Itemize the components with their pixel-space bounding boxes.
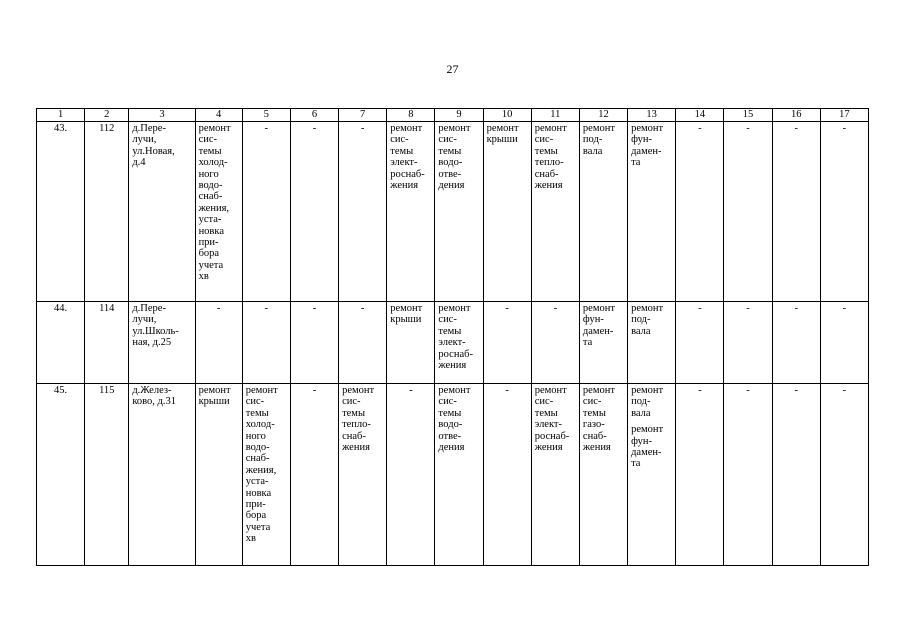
- cell-line: ремонт: [245, 385, 278, 396]
- cell-line: жения,: [198, 202, 230, 214]
- address-cell: [129, 302, 195, 384]
- empty-cell: -: [242, 122, 290, 302]
- repair-cell: [628, 122, 676, 302]
- cell-line: вала: [631, 407, 651, 419]
- cell-line: под-: [631, 396, 651, 408]
- empty-cell: -: [724, 384, 772, 566]
- empty-cell: -: [483, 302, 531, 384]
- cell-line: лучи,: [132, 134, 157, 146]
- empty-cell: -: [531, 302, 579, 384]
- empty-cell: -: [290, 302, 338, 384]
- column-number-10: 10: [483, 109, 531, 122]
- cell-line: дения: [438, 180, 465, 192]
- cell-line: элект-: [438, 337, 466, 349]
- empty-cell: -: [242, 302, 290, 384]
- cell-line: новка: [245, 487, 272, 499]
- empty-cell: -: [290, 122, 338, 302]
- cell-line: ремонт: [582, 303, 615, 314]
- column-number-15: 15: [724, 109, 772, 122]
- cell-line: ремонт: [342, 385, 375, 396]
- cell-line: темы: [438, 325, 462, 337]
- column-number-3: 3: [129, 109, 195, 122]
- cell-line: дения: [438, 442, 465, 454]
- cell-line: сис-: [342, 396, 361, 408]
- cell-line: крыши: [198, 396, 230, 408]
- repair-cell: [195, 122, 242, 302]
- cell-line: учета: [245, 521, 271, 533]
- cell-line: сис-: [582, 396, 602, 408]
- table-row: [37, 122, 869, 302]
- cell-line: ремонт: [534, 385, 567, 396]
- empty-cell: -: [724, 302, 772, 384]
- column-number-13: 13: [628, 109, 676, 122]
- cell-line: фун-: [582, 314, 604, 326]
- cell-line: учета: [198, 259, 224, 271]
- cell-line: ул.Новая,: [132, 145, 175, 157]
- cell-line: ремонт: [631, 385, 664, 396]
- address-cell: [129, 384, 195, 566]
- cell-line: вала: [582, 145, 603, 157]
- repair-cell: [435, 384, 483, 566]
- repair-cell: [531, 384, 579, 566]
- column-number-11: 11: [531, 109, 579, 122]
- cell-line: ул.Школь-: [132, 325, 179, 337]
- cell-line: ремонт: [438, 123, 471, 134]
- cell-line: крыши: [486, 134, 518, 146]
- cell-line: элект-: [390, 157, 418, 169]
- cell-line: темы: [534, 407, 558, 419]
- cell-line: ремонт: [390, 303, 423, 314]
- cell-line: сис-: [245, 396, 265, 408]
- house-id: 115: [85, 384, 129, 566]
- cell-line: темы: [390, 145, 414, 157]
- repair-cell: [435, 302, 483, 384]
- cell-line: темы: [438, 407, 462, 419]
- cell-line: сис-: [438, 396, 457, 408]
- cell-line: ного: [198, 168, 219, 180]
- repair-cell: [483, 122, 531, 302]
- repair-cell: [387, 302, 435, 384]
- column-number-17: 17: [820, 109, 868, 122]
- repair-cell: [579, 302, 627, 384]
- cell-line: ремонт: [582, 123, 615, 134]
- cell-line: ремонт: [631, 303, 664, 314]
- empty-cell: -: [820, 122, 868, 302]
- cell-line: под-: [582, 134, 603, 146]
- cell-line: снаб-: [245, 453, 270, 465]
- cell-line: водо-: [438, 419, 463, 431]
- cell-line: роснаб-: [534, 430, 570, 442]
- cell-line: жения: [534, 180, 563, 192]
- cell-line: д.4: [132, 157, 146, 169]
- repair-cell: [435, 122, 483, 302]
- cell-line: уста-: [245, 476, 269, 488]
- cell-line: ремонт: [486, 123, 519, 134]
- cell-line: водо-: [198, 180, 223, 192]
- empty-cell: -: [772, 302, 820, 384]
- address-cell: [129, 122, 195, 302]
- cell-line: роснаб-: [390, 168, 425, 180]
- empty-cell: -: [339, 122, 387, 302]
- column-number-row: [37, 109, 869, 122]
- column-number-16: 16: [772, 109, 820, 122]
- empty-cell: -: [339, 302, 387, 384]
- cell-line: темы: [245, 407, 269, 419]
- cell-line: бора: [198, 248, 220, 260]
- cell-line: снаб-: [534, 168, 559, 180]
- cell-line: жения: [438, 360, 467, 372]
- cell-line: при-: [198, 237, 219, 249]
- cell-line: темы: [198, 145, 222, 157]
- column-number-9: 9: [435, 109, 483, 122]
- cell-line: темы: [582, 407, 606, 419]
- empty-cell: -: [290, 384, 338, 566]
- cell-line: та: [631, 458, 641, 470]
- house-id: 112: [85, 122, 129, 302]
- empty-cell: -: [676, 302, 724, 384]
- column-number-7: 7: [339, 109, 387, 122]
- cell-line: холод-: [198, 157, 228, 169]
- column-number-5: 5: [242, 109, 290, 122]
- cell-line: та: [631, 157, 641, 169]
- cell-line: отве-: [438, 168, 462, 180]
- cell-line: фун-: [631, 435, 653, 447]
- repair-cell: [579, 384, 627, 566]
- cell-line: темы: [342, 407, 366, 419]
- house-id: 114: [85, 302, 129, 384]
- empty-cell: -: [195, 302, 242, 384]
- cell-line: роснаб-: [438, 348, 473, 360]
- cell-line: сис-: [534, 134, 554, 146]
- cell-line: уста-: [198, 214, 222, 226]
- cell-line: жения: [582, 442, 611, 454]
- cell-line: ремонт: [198, 385, 231, 396]
- cell-line: ремонт: [631, 424, 664, 436]
- cell-line: сис-: [438, 314, 457, 326]
- repair-cell: [387, 122, 435, 302]
- cell-line: сис-: [438, 134, 457, 146]
- empty-cell: -: [820, 302, 868, 384]
- cell-line: при-: [245, 499, 266, 511]
- cell-line: тепло-: [534, 157, 564, 169]
- repair-cell: [195, 384, 242, 566]
- cell-line: жения: [342, 442, 370, 454]
- cell-line: жения,: [245, 464, 277, 476]
- row-number: 45.: [37, 384, 85, 566]
- empty-cell: -: [483, 384, 531, 566]
- cell-line: новка: [198, 225, 224, 237]
- empty-cell: -: [820, 384, 868, 566]
- cell-line: водо-: [245, 442, 270, 454]
- cell-line: ремонт: [438, 385, 471, 396]
- cell-line: д.Пере-: [132, 123, 166, 134]
- cell-line: тепло-: [342, 419, 371, 431]
- cell-line: газо-: [582, 419, 605, 431]
- empty-cell: -: [772, 384, 820, 566]
- cell-line: снаб-: [342, 430, 366, 442]
- column-number-6: 6: [290, 109, 338, 122]
- cell-line: сис-: [198, 134, 217, 146]
- column-number-12: 12: [579, 109, 627, 122]
- repair-cell: [628, 384, 676, 566]
- table-row: [37, 384, 869, 566]
- table-row: [37, 302, 869, 384]
- cell-line: жения: [390, 180, 419, 192]
- cell-line: ково, д.31: [132, 396, 176, 408]
- cell-line: сис-: [534, 396, 554, 408]
- cell-line: ного: [245, 430, 266, 442]
- cell-line: ремонт: [198, 123, 231, 134]
- cell-line: холод-: [245, 419, 275, 431]
- cell-line: под-: [631, 314, 651, 326]
- cell-line: хв: [198, 271, 209, 283]
- cell-line: д.Пере-: [132, 303, 166, 314]
- cell-line: отве-: [438, 430, 462, 442]
- repair-schedule-table: [36, 108, 869, 566]
- repair-cell: [579, 122, 627, 302]
- cell-line: ремонт: [390, 123, 423, 134]
- cell-line: сис-: [390, 134, 409, 146]
- cell-line: ная, д.25: [132, 337, 172, 349]
- cell-line: элект-: [534, 419, 563, 431]
- cell-line: хв: [245, 533, 256, 545]
- column-number-1: 1: [37, 109, 85, 122]
- row-number: 43.: [37, 122, 85, 302]
- cell-line: крыши: [390, 314, 422, 326]
- cell-line: та: [582, 337, 593, 349]
- page-number: 27: [446, 62, 459, 76]
- cell-line: бора: [245, 510, 267, 522]
- cell-line: ремонт: [534, 123, 567, 134]
- cell-line: водо-: [438, 157, 463, 169]
- repair-cell: [242, 384, 290, 566]
- column-number-4: 4: [195, 109, 242, 122]
- cell-line: фун-: [631, 134, 653, 146]
- cell-line: ремонт: [582, 385, 615, 396]
- empty-cell: -: [387, 384, 435, 566]
- cell-line: снаб-: [582, 430, 607, 442]
- cell-line: дамен-: [631, 145, 662, 157]
- repair-cell: [531, 122, 579, 302]
- empty-cell: -: [724, 122, 772, 302]
- cell-line: снаб-: [198, 191, 223, 203]
- cell-line: ремонт: [438, 303, 471, 314]
- cell-line: ремонт: [631, 123, 664, 134]
- row-number: 44.: [37, 302, 85, 384]
- cell-line: д.Желез-: [132, 385, 172, 396]
- cell-line: темы: [534, 145, 558, 157]
- repair-cell: [339, 384, 387, 566]
- column-number-14: 14: [676, 109, 724, 122]
- column-number-8: 8: [387, 109, 435, 122]
- cell-line: вала: [631, 325, 651, 337]
- cell-line: лучи,: [132, 314, 157, 326]
- empty-cell: -: [772, 122, 820, 302]
- cell-line: дамен-: [631, 447, 662, 459]
- cell-line: дамен-: [582, 325, 614, 337]
- repair-cell: [628, 302, 676, 384]
- cell-line: жения: [534, 442, 563, 454]
- empty-cell: -: [676, 122, 724, 302]
- empty-cell: -: [676, 384, 724, 566]
- column-number-2: 2: [85, 109, 129, 122]
- cell-line: темы: [438, 145, 462, 157]
